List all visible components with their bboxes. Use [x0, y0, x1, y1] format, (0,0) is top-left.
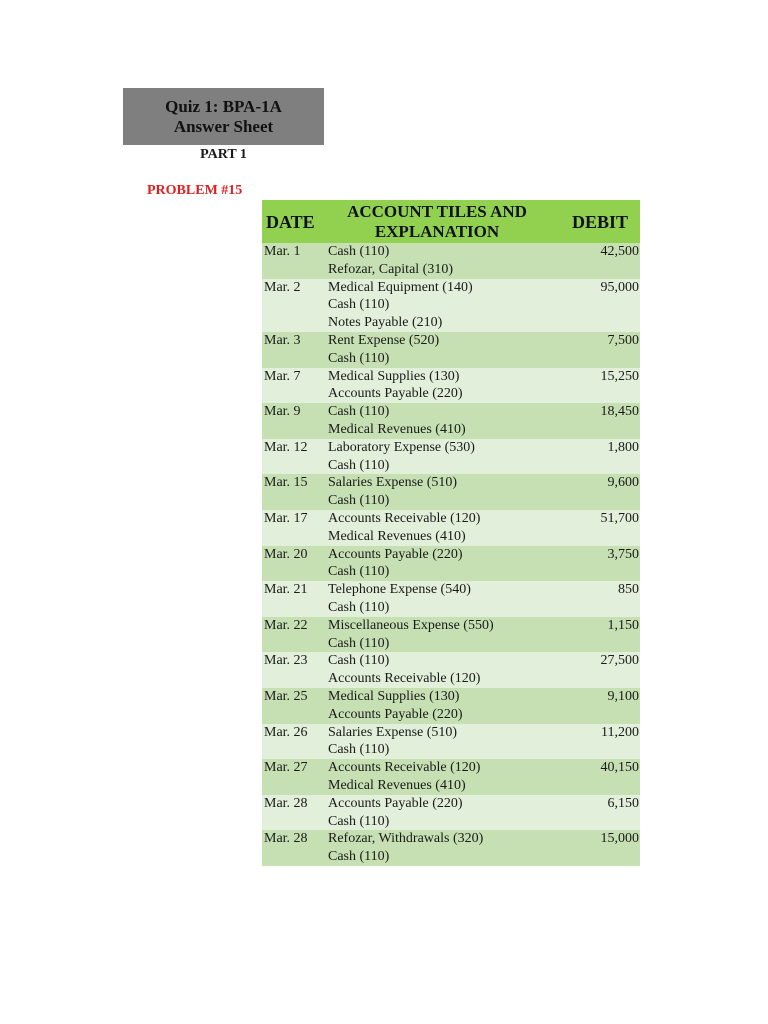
account-cell — [326, 403, 548, 439]
account-cell — [326, 368, 548, 404]
account-line: Cash (110) — [328, 635, 390, 651]
account-cell — [326, 279, 548, 332]
account-line: Cash (110) — [328, 457, 390, 473]
date-cell: Mar. 20 — [262, 546, 326, 582]
table-row — [262, 546, 640, 582]
title-line-2: Answer Sheet — [173, 117, 274, 136]
account-cell — [326, 510, 548, 546]
table-row — [262, 617, 640, 653]
date-cell: Mar. 26 — [262, 724, 326, 760]
debit-cell: 6,150 — [548, 795, 640, 831]
account-cell — [326, 688, 548, 724]
account-line: Medical Equipment (140) — [328, 279, 473, 295]
account-line: Medical Supplies (130) — [328, 368, 460, 384]
table-row — [262, 403, 640, 439]
part-label: PART 1 — [200, 147, 247, 162]
account-line: Cash (110) — [328, 813, 390, 829]
date-cell: Mar. 3 — [262, 332, 326, 368]
table-row — [262, 581, 640, 617]
account-line: Cash (110) — [328, 653, 390, 669]
date-cell: Mar. 12 — [262, 439, 326, 475]
table-row — [262, 368, 640, 404]
debit-cell: 15,250 — [548, 368, 640, 404]
account-line: Notes Payable (210) — [328, 315, 443, 331]
date-cell: Mar. 17 — [262, 510, 326, 546]
debit-cell: 1,800 — [548, 439, 640, 475]
table-header-row — [262, 200, 640, 243]
account-line: Accounts Payable (220) — [328, 546, 463, 562]
debit-cell: 18,450 — [548, 403, 640, 439]
account-line: Cash (110) — [328, 350, 390, 366]
date-cell: Mar. 23 — [262, 652, 326, 688]
account-line: Cash (110) — [328, 742, 390, 758]
table-row — [262, 724, 640, 760]
table-row — [262, 474, 640, 510]
debit-cell: 9,600 — [548, 474, 640, 510]
account-line: Accounts Receivable (120) — [328, 510, 481, 526]
date-cell: Mar. 27 — [262, 759, 326, 795]
date-cell: Mar. 22 — [262, 617, 326, 653]
account-line: Laboratory Expense (530) — [328, 439, 475, 455]
account-line: Refozar, Capital (310) — [328, 261, 454, 277]
account-cell — [326, 759, 548, 795]
table-row — [262, 439, 640, 475]
account-line: Accounts Receivable (120) — [328, 671, 481, 687]
account-cell — [326, 439, 548, 475]
account-line: Miscellaneous Expense (550) — [328, 617, 494, 633]
account-line: Rent Expense (520) — [328, 332, 440, 348]
account-line: Cash (110) — [328, 849, 390, 865]
debit-cell: 27,500 — [548, 652, 640, 688]
account-line: Cash (110) — [328, 599, 390, 615]
column-header-debit: DEBIT — [548, 200, 640, 243]
date-cell: Mar. 2 — [262, 279, 326, 332]
debit-cell: 1,150 — [548, 617, 640, 653]
account-line: Accounts Payable (220) — [328, 706, 463, 722]
account-line: Accounts Payable (220) — [328, 795, 463, 811]
date-cell: Mar. 25 — [262, 688, 326, 724]
problem-label: PROBLEM #15 — [147, 183, 243, 198]
debit-cell: 850 — [548, 581, 640, 617]
table-row — [262, 279, 640, 332]
account-line: Medical Supplies (130) — [328, 688, 460, 704]
date-cell: Mar. 15 — [262, 474, 326, 510]
debit-cell: 15,000 — [548, 830, 640, 866]
column-header-account: ACCOUNT TILES AND EXPLANATION — [326, 200, 548, 243]
account-cell — [326, 795, 548, 831]
debit-cell: 40,150 — [548, 759, 640, 795]
account-line: Cash (110) — [328, 564, 390, 580]
account-cell — [326, 332, 548, 368]
account-line: Salaries Expense (510) — [328, 724, 458, 740]
debit-cell: 95,000 — [548, 279, 640, 332]
table-row — [262, 795, 640, 831]
account-line: Cash (110) — [328, 404, 390, 420]
date-cell: Mar. 28 — [262, 830, 326, 866]
account-line: Salaries Expense (510) — [328, 475, 458, 491]
title-line-1: Quiz 1: BPA-1A — [165, 97, 282, 116]
table-row — [262, 830, 640, 866]
table-row — [262, 759, 640, 795]
table-row — [262, 510, 640, 546]
column-header-date: DATE — [262, 200, 326, 243]
account-line: Medical Revenues (410) — [328, 777, 466, 793]
account-cell — [326, 546, 548, 582]
account-cell — [326, 581, 548, 617]
account-line: Telephone Expense (540) — [328, 582, 471, 598]
account-cell — [326, 243, 548, 279]
account-line: Cash (110) — [328, 493, 390, 509]
account-line: Medical Revenues (410) — [328, 528, 466, 544]
date-cell: Mar. 21 — [262, 581, 326, 617]
account-cell — [326, 830, 548, 866]
table-row — [262, 652, 640, 688]
date-cell: Mar. 1 — [262, 243, 326, 279]
date-cell: Mar. 7 — [262, 368, 326, 404]
account-cell — [326, 617, 548, 653]
account-line: Cash (110) — [328, 244, 390, 259]
account-line: Accounts Receivable (120) — [328, 760, 481, 776]
debit-cell: 3,750 — [548, 546, 640, 582]
debit-cell: 9,100 — [548, 688, 640, 724]
debit-cell: 42,500 — [548, 243, 640, 279]
debit-cell: 51,700 — [548, 510, 640, 546]
title-box — [123, 88, 324, 145]
table-row — [262, 243, 640, 279]
debit-cell: 7,500 — [548, 332, 640, 368]
date-cell: Mar. 28 — [262, 795, 326, 831]
account-cell — [326, 652, 548, 688]
account-line: Refozar, Withdrawals (320) — [328, 831, 484, 847]
account-line: Accounts Payable (220) — [328, 386, 463, 402]
account-line: Medical Revenues (410) — [328, 421, 466, 437]
account-line: Cash (110) — [328, 297, 390, 313]
account-cell — [326, 474, 548, 510]
table-row — [262, 688, 640, 724]
debit-cell: 11,200 — [548, 724, 640, 760]
date-cell: Mar. 9 — [262, 403, 326, 439]
journal-table — [262, 200, 640, 866]
account-cell — [326, 724, 548, 760]
table-row — [262, 332, 640, 368]
